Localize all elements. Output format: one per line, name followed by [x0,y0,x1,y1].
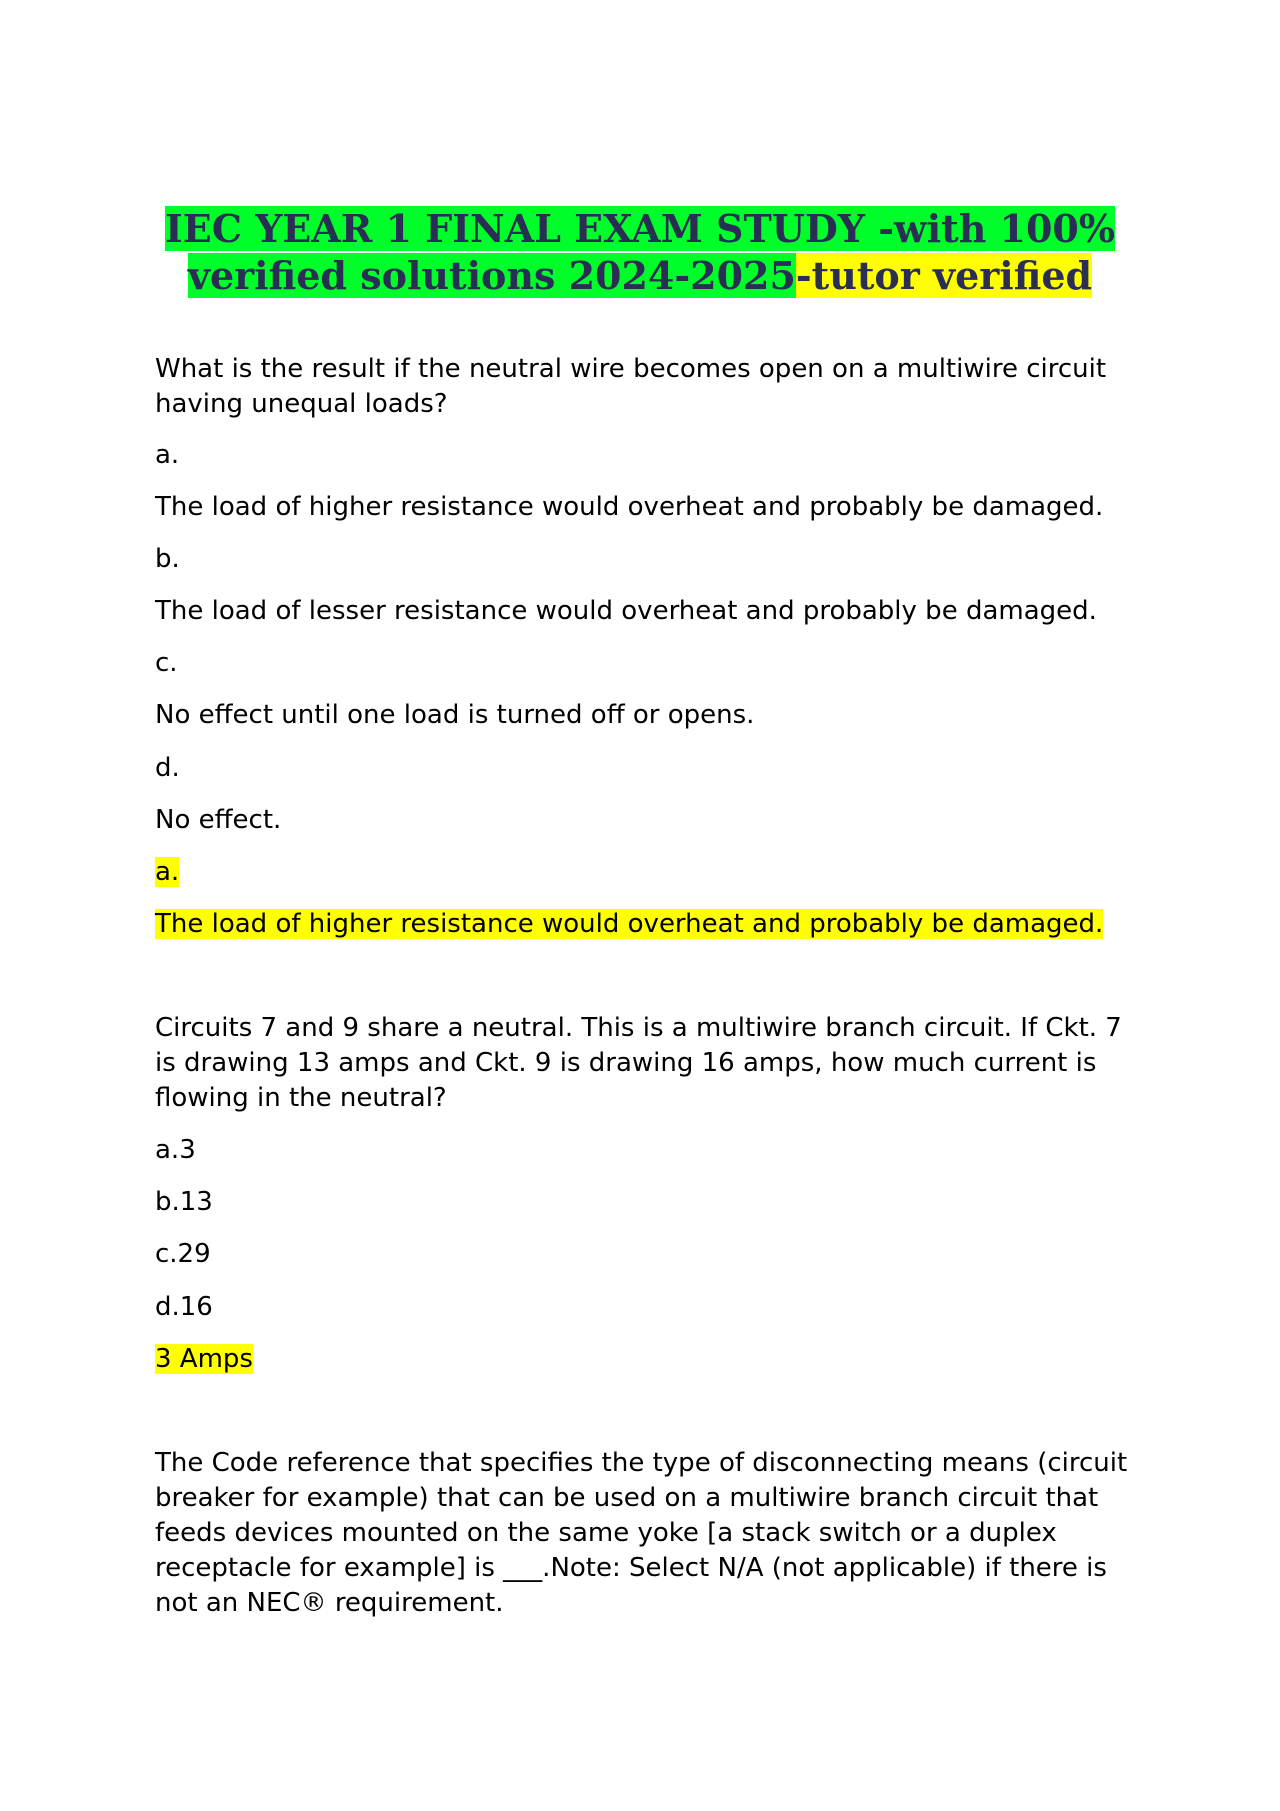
answer-highlight: 3 Amps [155,1344,253,1374]
question-2-prompt: Circuits 7 and 9 share a neutral. This is a multiwire branch circuit. If Ckt. 7 is drawing 13 amps and Ckt. 9 is drawing 16 amps, how much current is flowing in the neutral? [155,1013,1122,1113]
title-line-2-green: verified solutions 2024-2025 [187,253,796,298]
question-1-answer-text [155,907,1145,942]
question-1-option-b-letter: b. [155,544,180,574]
question-1-option-d-letter: d. [155,753,180,783]
question-1-option-d-text: No effect. [155,805,282,835]
title-line-1: IEC YEAR 1 FINAL EXAM STUDY -with 100% [165,206,1115,251]
question-1-option-a-text: The load of higher resistance would overheat and probably be damaged. [155,492,1104,522]
question-1-prompt: What is the result if the neutral wire becomes open on a multiwire circuit having unequal loads? [155,354,1107,419]
question-1-option-c-letter: c. [155,648,178,678]
title-line-2-yellow: -tutor verified [795,253,1093,298]
question-2-option-b: b.13 [155,1187,213,1217]
question-2-option-c: c.29 [155,1239,211,1269]
question-3-prompt: The Code reference that specifies the type of disconnecting means (circuit breaker for example) that can be used on a multiwire branch circuit that feeds devices mounted on the same yoke [a stack switch or a duplex receptacle for example] is ___.Note: Select N/A (not applicable) if there is not an NEC® requirement. [155,1448,1128,1618]
question-1-answer-letter [155,855,1145,890]
question-2-answer [155,1342,1145,1377]
question-2-option-a: a.3 [155,1135,196,1165]
question-2-option-d: d.16 [155,1292,213,1322]
question-1-option-a-letter: a. [155,440,180,470]
document-title [150,205,1130,299]
question-1-option-b-text: The load of lesser resistance would overheat and probably be damaged. [155,596,1097,626]
answer-highlight: a. [155,857,180,887]
question-1-option-c-text: No effect until one load is turned off or opens. [155,700,755,730]
answer-highlight: The load of higher resistance would overheat and probably be damaged. [155,909,1104,939]
